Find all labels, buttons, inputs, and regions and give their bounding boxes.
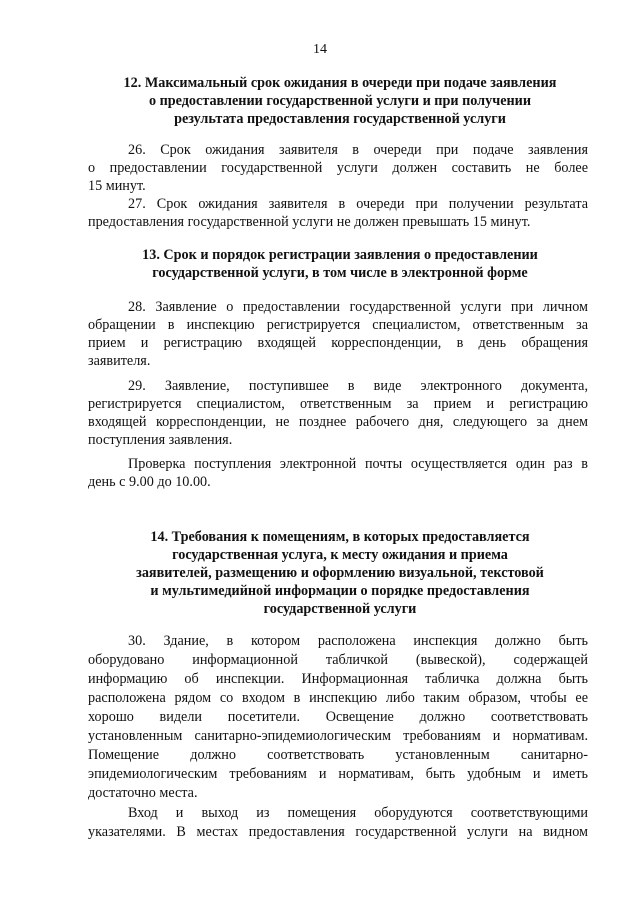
heading-line: 13. Срок и порядок регистрации заявления о предоставлении: [142, 247, 538, 263]
text-line: о предоставлении государственной услуги должен составить не более: [88, 160, 588, 176]
text-line: 15 минут.: [88, 178, 146, 194]
heading-line: результата предоставления государственной услуги: [174, 111, 506, 127]
paragraph-26: [88, 141, 588, 195]
text-line: входящей корреспонденции, не позднее рабочего дня, следующего за днем: [88, 414, 588, 430]
text-line: прием и регистрацию входящей корреспонденции, в день обращения: [88, 335, 588, 351]
text-line: предоставления государственной услуги не должен превышать 15 минут.: [88, 214, 531, 230]
section-12-heading: [90, 74, 590, 128]
text-line: день с 9.00 до 10.00.: [88, 474, 211, 490]
text-line: 27. Срок ожидания заявителя в очереди при получении результата: [128, 196, 588, 212]
text-line: достаточно места.: [88, 785, 198, 801]
page-number: 14: [313, 42, 327, 57]
text-line: Вход и выход из помещения оборудуются соответствующими: [128, 805, 588, 821]
text-line: Помещение должно соответствовать установленным санитарно-: [88, 747, 588, 763]
text-line: расположена рядом со входом в инспекцию либо таким образом, чтобы ее: [88, 690, 588, 706]
paragraph-28: [88, 298, 588, 370]
heading-line: заявителей, размещению и оформлению визуальной, текстовой: [136, 565, 544, 581]
paragraph-email-check: [88, 455, 588, 491]
heading-line: 14. Требования к помещениям, в которых предоставляется: [150, 529, 530, 545]
text-line: регистрируется специалистом, ответственным за прием и регистрацию: [88, 396, 588, 412]
section-14-heading: [90, 528, 590, 618]
text-line: оборудовано информационной табличкой (вывеской), содержащей: [88, 652, 588, 668]
text-line: поступления заявления.: [88, 432, 233, 448]
paragraph-entry-exit: [88, 804, 588, 842]
text-line: информацию об инспекции. Информационная табличка должна быть: [88, 671, 588, 687]
heading-line: государственной услуги: [263, 601, 417, 617]
heading-line: государственная услуга, к месту ожидания и приема: [172, 547, 508, 563]
text-line: хорошо видели посетители. Освещение должно соответствовать: [88, 709, 588, 725]
heading-line: о предоставлении государственной услуги и при получении: [148, 93, 532, 109]
text-line: установленным санитарно-эпидемиологическим требованиям и нормативам.: [88, 728, 588, 744]
paragraph-30: [88, 632, 588, 803]
text-line: указателями. В местах предоставления государственной услуги на видном: [88, 824, 588, 840]
paragraph-27: [88, 195, 588, 231]
heading-line: и мультимедийной информации о порядке предоставления: [150, 583, 530, 599]
heading-line: 12. Максимальный срок ожидания в очереди при подаче заявления: [123, 75, 557, 91]
text-line: 26. Срок ожидания заявителя в очереди при подаче заявления: [128, 142, 588, 158]
text-line: Проверка поступления электронной почты осуществляется один раз в: [128, 456, 588, 472]
paragraph-29: [88, 377, 588, 449]
text-line: 30. Здание, в котором расположена инспекция должно быть: [128, 633, 588, 649]
heading-line: государственной услуги, в том числе в электронной форме: [152, 265, 528, 281]
text-line: 28. Заявление о предоставлении государственной услуги при личном: [128, 299, 588, 315]
text-line: 29. Заявление, поступившее в виде электронного документа,: [128, 378, 588, 394]
text-line: обращении в инспекцию регистрируется специалистом, ответственным за: [88, 317, 588, 333]
text-line: эпидемиологическим требованиям и нормативам, быть удобным и иметь: [88, 766, 588, 782]
section-13-heading: [90, 246, 590, 282]
text-line: заявителя.: [88, 353, 151, 369]
